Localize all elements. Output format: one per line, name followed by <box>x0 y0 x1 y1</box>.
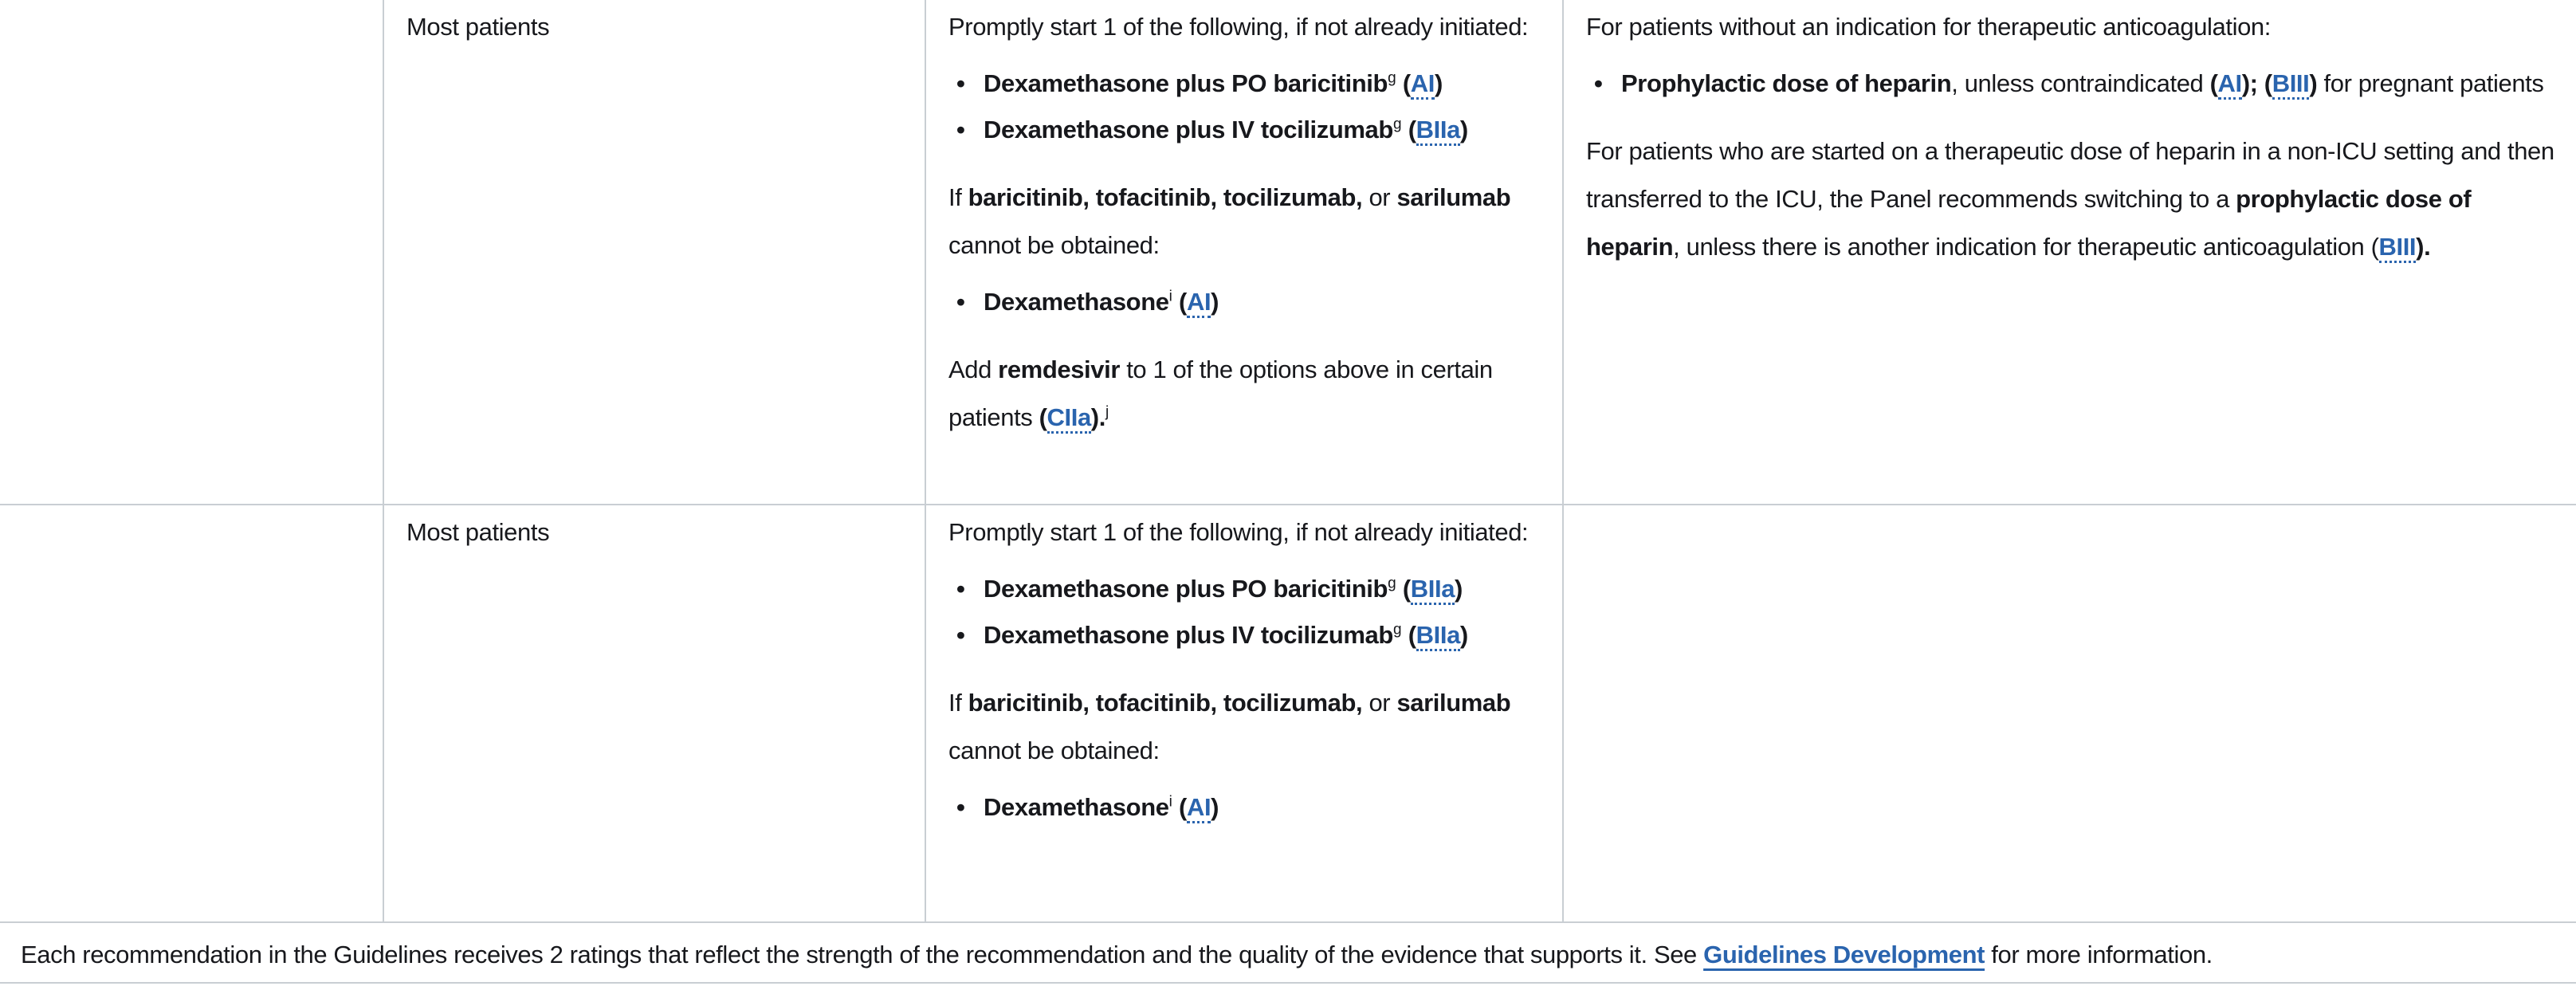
anticoagulation-intro <box>1586 3 2558 51</box>
text-segment: Most patients <box>406 518 550 546</box>
text-segment: For patients who are started on a therapeutic dose of heparin in a non-ICU setting and then transferred to the ICU, the Panel recommends switching to a <box>1586 137 2554 213</box>
row-header-hfnc-niv <box>0 0 384 505</box>
ratings-footnote <box>0 923 2576 976</box>
rating-link-biii[interactable]: BIII <box>2379 233 2417 263</box>
paren: ) <box>1434 69 1443 97</box>
treatment-option <box>984 107 1551 153</box>
paren: ( <box>1396 575 1411 603</box>
treatment-options-list <box>948 566 1551 658</box>
paren: ( <box>1172 288 1187 316</box>
drug-name: prophylactic dose of heparin <box>1586 185 2472 261</box>
drug-name: Dexamethasone <box>984 793 1169 821</box>
treatment-option <box>984 61 1551 107</box>
paren: ( <box>1401 621 1416 649</box>
drug-name: sarilumab <box>1396 689 1511 717</box>
paren: ) <box>1211 288 1219 316</box>
paren: ) <box>1211 793 1219 821</box>
anticoagulation-list <box>1586 61 2558 107</box>
fallback-options-list <box>948 279 1551 325</box>
treatment-option <box>984 784 1551 831</box>
treatment-options-list <box>948 61 1551 153</box>
row-header-mv-ecmo <box>0 505 384 923</box>
rating-link-biia[interactable]: BIIa <box>1411 575 1455 605</box>
text-segment: Most patients <box>406 13 550 41</box>
paren: ( <box>1039 403 1047 431</box>
drug-name: Dexamethasone plus PO baricitinib <box>984 575 1388 603</box>
drug-name: sarilumab <box>1396 183 1511 211</box>
treatment-option <box>984 566 1551 612</box>
paren: ) <box>1459 116 1468 143</box>
text-segment: to 1 of the options above in certain patients <box>948 356 1493 431</box>
text-segment: For patients without an indication for therapeutic anticoagulation: <box>1586 13 2271 41</box>
patient-disposition-cell <box>384 0 926 505</box>
rating-link-biia[interactable]: BIIa <box>1416 116 1460 146</box>
drug-name: Dexamethasone plus IV tocilizumab <box>984 116 1393 143</box>
drug-names: baricitinib, tofacitinib, tocilizumab, <box>968 689 1363 717</box>
guidelines-development-link[interactable]: Guidelines Development <box>1703 941 1985 968</box>
text-segment: or <box>1362 183 1397 211</box>
immunomodulator-cell <box>926 0 1564 505</box>
paren: ( <box>1172 793 1187 821</box>
treatment-intro <box>948 509 1551 556</box>
paren: ). <box>1090 403 1105 431</box>
rating-link-biii[interactable]: BIII <box>2272 69 2310 100</box>
anticoagulation-cell-empty <box>1564 505 2576 923</box>
patient-disposition <box>406 3 913 51</box>
footnote-marker: i <box>1168 793 1172 811</box>
drug-name: Dexamethasone <box>984 288 1169 316</box>
patient-disposition-cell <box>384 505 926 923</box>
footnote-marker: i <box>1168 288 1172 305</box>
drug-names: baricitinib, tofacitinib, tocilizumab, <box>968 183 1363 211</box>
treatment-option <box>984 612 1551 658</box>
text-segment: for pregnant patients <box>2317 69 2544 97</box>
paren: ( <box>1396 69 1411 97</box>
text-segment: Each recommendation in the Guidelines receives 2 ratings that reflect the strength of the recommendation and the quality of the evidence that supports it. See <box>21 941 1704 968</box>
drug-name: Prophylactic dose of heparin <box>1621 69 1952 97</box>
text-segment: Promptly start 1 of the following, if not already initiated: <box>948 13 1529 41</box>
drug-name: remdesivir <box>998 356 1120 383</box>
rating-link-ai[interactable]: AI <box>1187 288 1211 318</box>
immunomodulator-cell <box>926 505 1564 923</box>
text-segment: , unless there is another indication for therapeutic anticoagulation ( <box>1673 233 2379 261</box>
fallback-options-list <box>948 784 1551 831</box>
paren: ( <box>2257 69 2272 97</box>
paren: ( <box>2209 69 2218 97</box>
footnote-marker: g <box>1388 575 1396 592</box>
paren: ). <box>2416 233 2431 261</box>
footnote-marker: g <box>1392 621 1402 638</box>
footnote-marker: g <box>1392 116 1402 133</box>
condition-label: Hospitalized and Requires MV or ECMO <box>24 517 336 593</box>
text-segment: cannot be obtained: <box>948 737 1160 764</box>
rating-link-ai[interactable]: AI <box>1187 793 1211 823</box>
footnote-marker: j <box>1105 403 1109 421</box>
paren: ); <box>2241 69 2258 97</box>
treatment-option <box>984 279 1551 325</box>
text-segment: Add <box>948 356 999 383</box>
fallback-intro <box>948 174 1551 269</box>
text-segment: If <box>948 183 968 211</box>
text-segment: , unless contraindicated <box>1951 69 2210 97</box>
anticoagulation-option <box>1621 61 2558 107</box>
heparin-switch-paragraph <box>1586 128 2558 271</box>
text-segment: Promptly start 1 of the following, if not already initiated: <box>948 518 1529 546</box>
remdesivir-addendum <box>948 346 1551 442</box>
patient-disposition <box>406 509 913 556</box>
rating-link-ai[interactable]: AI <box>2218 69 2242 100</box>
rating-link-biia[interactable]: BIIa <box>1416 621 1460 651</box>
paren: ( <box>1401 116 1416 143</box>
condition-label: Hospitalized and Requires HFNC Oxygen or NIV <box>24 12 336 88</box>
anticoagulation-cell <box>1564 0 2576 505</box>
paren: ) <box>2309 69 2318 97</box>
text-segment: for more information. <box>1985 941 2213 968</box>
rating-link-ciia[interactable]: CIIa <box>1047 403 1091 434</box>
footnote-marker: g <box>1388 69 1396 87</box>
fallback-intro <box>948 679 1551 775</box>
paren: ) <box>1455 575 1463 603</box>
bottom-divider <box>0 982 2576 984</box>
drug-name: Dexamethasone plus IV tocilizumab <box>984 621 1393 649</box>
paren: ) <box>1459 621 1468 649</box>
text-segment: or <box>1362 689 1397 717</box>
text-segment: cannot be obtained: <box>948 231 1160 259</box>
treatment-intro <box>948 3 1551 51</box>
text-segment: If <box>948 689 968 717</box>
drug-name: Dexamethasone plus PO baricitinib <box>984 69 1388 97</box>
rating-link-ai[interactable]: AI <box>1411 69 1435 100</box>
